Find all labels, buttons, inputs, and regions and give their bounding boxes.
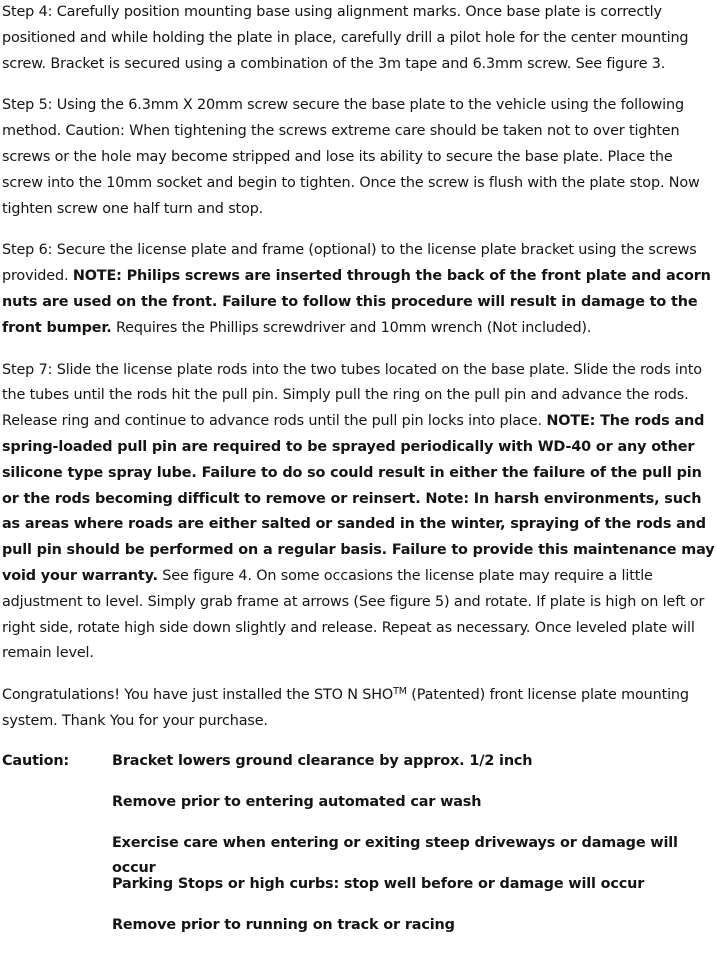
step-4-paragraph <box>2 0 717 77</box>
caution-item: Parking Stops or high curbs: stop well before or damage will occur <box>112 875 645 892</box>
step-6-paragraph <box>2 238 717 341</box>
caution-item: Bracket lowers ground clearance by approx. 1/2 inch <box>112 752 533 769</box>
step-7-note: NOTE: The rods and spring-loaded pull pin are required to be sprayed periodically with WD-40 or any other silicone type spray lube. Failure to do so could result in either the failure of the pull pin or the rods becoming difficult to remove or reinsert. Note: In harsh environments, such as areas where roads are either salted or sanded in the winter, spraying of the rods and pull pin should be performed on a regular basis. Failure to provide this maintenance may void your warranty. <box>2 413 715 584</box>
congratulations-text-end: (Patented) front license plate mounting system. Thank You for your purchase. <box>2 687 689 729</box>
step-5-paragraph <box>2 93 717 222</box>
instruction-document <box>2 0 717 938</box>
step-7-text-start: Step 7: Slide the license plate rods into the two tubes located on the base plate. Slide the rods into the tubes until the rods hit the pull pin. Simply pull the ring on the pull pin and advance the rods. Release ring and continue to advance rods until the pull pin locks into place. <box>2 361 702 430</box>
congratulations-text-start: Congratulations! You have just installed the STO N SHO <box>2 687 394 704</box>
step-7-paragraph <box>2 358 717 668</box>
step-6-text-end: Requires the Phillips screwdriver and 10mm wrench (Not included). <box>111 319 592 336</box>
caution-label-spacer <box>2 872 112 898</box>
caution-row <box>2 749 717 775</box>
caution-item: Remove prior to entering automated car wash <box>112 793 482 810</box>
caution-row <box>2 790 717 816</box>
caution-item: Exercise care when entering or exiting steep driveways or damage will occur <box>112 834 678 877</box>
caution-row <box>2 831 717 877</box>
caution-row <box>2 872 717 898</box>
congratulations-paragraph <box>2 683 717 735</box>
caution-item: Remove prior to running on track or racing <box>112 916 455 933</box>
caution-label-spacer <box>2 831 112 857</box>
caution-label-spacer <box>2 790 112 816</box>
caution-label: Caution: <box>2 752 70 769</box>
caution-row <box>2 913 717 939</box>
step-6-text-start: Step 6: Secure the license plate and frame (optional) to the license plate bracket using the screws provided. <box>2 242 697 285</box>
caution-label-spacer <box>2 913 112 939</box>
trademark-mark: TM <box>393 686 407 698</box>
step-5-text: Step 5: Using the 6.3mm X 20mm screw secure the base plate to the vehicle using the following method. Caution: When tightening the screws extreme care should be taken not to over tighten screws or the hole may become stripped and lose its ability to secure the base plate. Place the screw into the 10mm socket and begin to tighten. Once the screw is flush with the plate stop. Now tighten screw one half turn and stop. <box>2 97 700 217</box>
caution-list <box>2 749 717 939</box>
step-7-text-end: See figure 4. On some occasions the license plate may require a little adjustment to level. Simply grab frame at arrows (See figure 5) and rotate. If plate is high on left or right side, rotate high side down slightly and release. Repeat as necessary. Once leveled plate will remain level. <box>2 567 705 662</box>
step-4-text: Step 4: Carefully position mounting base using alignment marks. Once base plate is correctly positioned and while holding the plate in place, carefully drill a pilot hole for the center mounting screw. Bracket is secured using a combination of the 3m tape and 6.3mm screw. See figure 3. <box>2 4 689 72</box>
step-6-note: NOTE: Philips screws are inserted through the back of the front plate and acorn nuts are used on the front. Failure to follow this procedure will result in damage to the front bumper. <box>2 268 711 336</box>
